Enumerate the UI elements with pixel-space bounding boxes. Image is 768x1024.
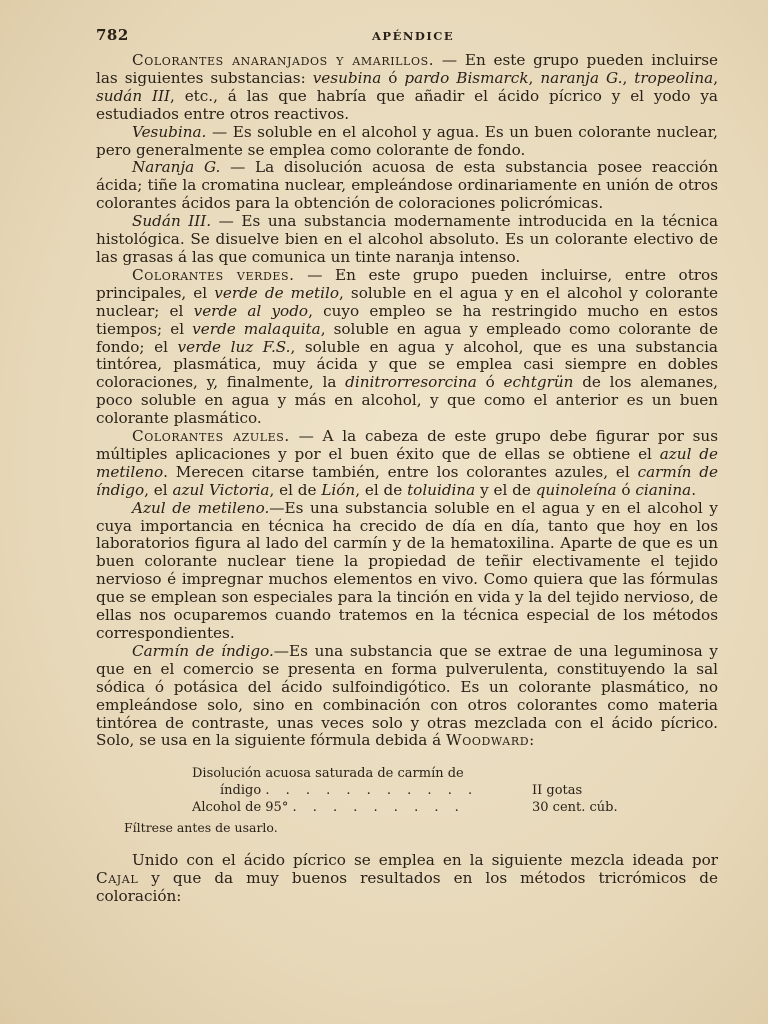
- italic-term: naranja G.: [540, 68, 623, 87]
- italic-term: toluidina: [407, 480, 476, 499]
- formula-row-alcohol: [192, 799, 628, 816]
- paragraph-colorantes-anaranjados: [96, 52, 718, 124]
- small-caps-heading: Colorantes azules.: [132, 427, 290, 446]
- italic-term: Naranja G.: [132, 158, 221, 177]
- italic-term: azul de metileno: [96, 444, 718, 481]
- formula-ingredient-indigo: índigo: [220, 783, 262, 799]
- text-run: —Es una substancia que se extrae de una leguminosa y que en el comercio se presenta en forma pulverulenta, constituyendo la sal sódica ó potásica del ácido sulfoindigótico. Es un colorante plasmático, no empleándose solo, sino en combinación con otros colorantes como materia tintórea de contraste, unas veces solo y otras mezclada con el ácido pícrico. Solo, se usa en la siguiente fórmula debida á: [96, 641, 718, 750]
- text-run: :: [529, 731, 535, 750]
- text-run: .: [691, 480, 697, 499]
- text-run: de los alemanes, poco soluble en agua y más en alcohol, y que como el anterior es un buen colorante plasmático.: [96, 373, 718, 428]
- italic-term: verde de metilo: [214, 283, 340, 302]
- page-body: [96, 52, 718, 750]
- text-run: — En este grupo pueden incluirse, entre otros principales, el: [96, 265, 718, 302]
- italic-term: pardo Bismarck: [404, 68, 529, 87]
- italic-term: sudán III: [96, 86, 170, 105]
- text-run: ,: [713, 68, 719, 87]
- italic-term: verde luz F.S.: [177, 337, 291, 356]
- small-caps-heading: Colorantes anaranjados y amarillos.: [132, 51, 435, 69]
- paragraph-vesubina: [96, 124, 718, 160]
- woodward-formula: [192, 765, 628, 816]
- text-run: Unido con el ácido pícrico se emplea en la siguiente mezcla ideada por: [132, 851, 718, 870]
- running-title: APÉNDICE: [372, 29, 455, 43]
- paragraph-carmin-de-indigo: [96, 643, 718, 750]
- text-run: , el de: [269, 480, 322, 499]
- italic-term: dinitrorresorcina: [345, 373, 477, 392]
- text-run: , soluble en agua y alcohol, que es una substancia tintórea, plasmática, muy ácida y que se emplea casi siempre en dobles coloraciones, y, finalmente, la: [96, 337, 718, 392]
- formula-dots: . . . . . . . . .: [292, 800, 465, 816]
- text-run: — Es una substancia modernamente introducida en la técnica histológica. Se disuelve bien en el alcohol absoluto. Es un colorante electivo de las grasas á las que comunica un tinte naranja intenso.: [96, 212, 719, 266]
- text-run: , soluble en agua y empleado como colorante de fondo; el: [96, 319, 718, 356]
- text-run: — Es soluble en el alcohol y agua. Es un buen colorante nuclear, pero generalmente se emplea como colorante de fondo.: [96, 122, 718, 159]
- page-header: [96, 26, 718, 52]
- text-run: —Es una substancia soluble en el agua y en el alcohol y cuya importancia en técnica ha crecido de día en día, tanto que hoy en los laboratorios figura al lado del carmín y de la hematoxilina. Aparte de que es un buen colorante nuclear tiene la propiedad de teñir electivamente el tejido nervioso é impregnar muchos elementos en vivo. Como quiera que las fórmulas que se emplean son especiales para la tinción en vida y la del tejido nervioso, de ellas nos ocuparemos cuando tratemos en la técnica especial de los métodos correspondientes.: [96, 498, 719, 642]
- text-run: , etc., á las que habría que añadir el ácido pícrico y el yodo ya estudiados entre otros reactivos.: [96, 86, 718, 123]
- italic-term: Carmín de índigo.: [132, 641, 274, 660]
- italic-term: Sudán III.: [132, 212, 212, 231]
- paragraph-naranja-g: [96, 159, 718, 213]
- italic-term: carmín de índigo: [96, 462, 718, 499]
- paragraph-colorantes-verdes: [96, 267, 718, 428]
- text-run: y el de: [475, 480, 536, 499]
- italic-term: echtgrün: [503, 373, 574, 392]
- text-run: ,: [622, 68, 635, 87]
- text-run: , soluble en el agua y en el alcohol y colorante nuclear; el: [96, 283, 718, 320]
- paragraph-cajal-mixture: [96, 852, 718, 906]
- text-run: ó: [476, 373, 504, 392]
- italic-term: Azul de metileno.: [132, 498, 270, 517]
- text-run: , el de: [355, 480, 408, 499]
- text-run: — A la cabeza de este grupo debe figurar por sus múltiples aplicaciones y por el buen éxito que de ellas se obtiene el: [96, 427, 718, 463]
- formula-dots: . . . . . . . . . . .: [265, 783, 479, 799]
- text-run: ,: [528, 68, 541, 87]
- italic-term: cianina: [635, 480, 692, 499]
- formula-line-1: Disolución acuosa saturada de carmín de: [192, 766, 464, 782]
- small-caps-heading: Woodward: [446, 731, 530, 750]
- small-caps-heading: Cajal: [96, 869, 139, 888]
- formula-row-indigo: [192, 782, 628, 799]
- text-run: — La disolución acuosa de esta substancia posee reacción ácida; tiñe la cromatina nuclear, empleándose ordinariamente en unión de otros colorantes ácidos para la obtención de coloraciones policrómicas.: [96, 158, 719, 213]
- text-run: — En este grupo pueden incluirse las siguientes substancias:: [96, 51, 718, 87]
- text-run: , cuyo empleo se ha restringido mucho en estos tiempos; el: [96, 301, 718, 338]
- text-run: ó: [616, 480, 636, 499]
- paragraph-azul-de-metileno: [96, 500, 718, 643]
- page-number: 782: [96, 26, 129, 44]
- italic-term: Vesubina.: [132, 122, 207, 141]
- text-run: , el: [144, 480, 173, 499]
- formula-ingredient-alcohol: Alcohol de 95°: [192, 800, 289, 816]
- italic-term: tropeolina: [634, 68, 714, 87]
- italic-term: verde al yodo: [193, 301, 309, 320]
- small-caps-heading: Colorantes verdes.: [132, 265, 295, 284]
- formula-quantity-indigo: II gotas: [532, 783, 583, 799]
- italic-term: verde malaquita: [192, 319, 321, 338]
- italic-term: vesubina: [312, 68, 382, 87]
- italic-term: Lión: [321, 480, 356, 499]
- paragraph-sudan-iii: [96, 213, 718, 267]
- filter-note: Fíltrese antes de usarlo.: [124, 820, 278, 836]
- paragraph-colorantes-azules: [96, 428, 718, 500]
- text-run: y que da muy buenos resultados en los métodos tricrómicos de coloración:: [96, 869, 718, 906]
- text-run: . Merecen citarse también, entre los colorantes azules, el: [163, 462, 638, 481]
- text-run: ó: [381, 68, 405, 87]
- formula-quantity-alcohol: 30 cent. cúb.: [532, 800, 618, 816]
- italic-term: azul Victoria: [172, 480, 270, 499]
- italic-term: quinoleína: [535, 480, 617, 499]
